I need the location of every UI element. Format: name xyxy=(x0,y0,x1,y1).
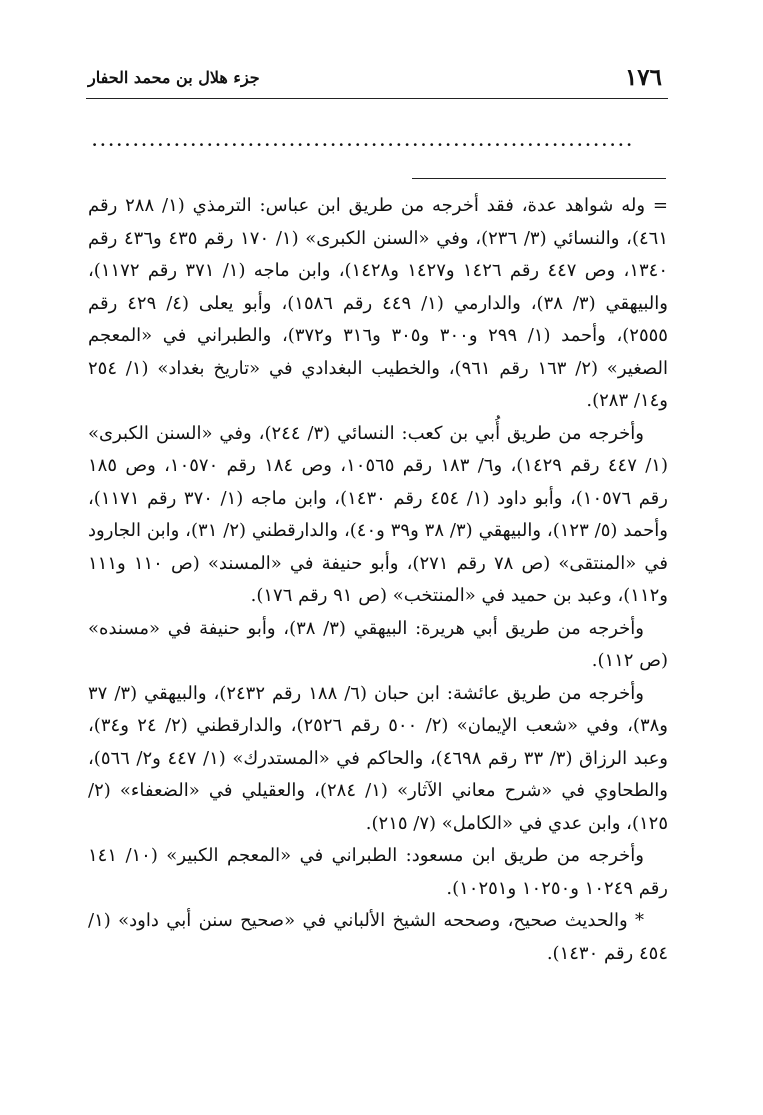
footnote-separator xyxy=(412,178,666,179)
page-header xyxy=(86,62,668,99)
omitted-text-dots: .................................................................. xyxy=(92,132,635,150)
footnote-paragraph-ibn-abbas: = وله شواهد عدة، فقد أخرجه من طريق ابن عباس: الترمذي (١/ ٢٨٨ رقم ٤٦١)، والنسائي (٣/ ٢٣٦)، وفي «السنن الكبرى» (١/ ١٧٠ رقم ٤٣٥ و٤٣٦ رقم ١٣٤٠، وص ٤٤٧ رقم ١٤٢٦ و١٤٢٧ و١٤٢٨)، وابن ماجه (١/ ٣٧١ رقم ١١٧٢)، والبيهقي (٣/ ٣٨)، والدارمي (١/ ٤٤٩ رقم ١٥٨٦)، وأبو يعلى (٤/ ٤٢٩ رقم ٢٥٥٥)، وأحمد (١/ ٢٩٩ و٣٠٠ و٣٠٥ و٣١٦ و٣٧٢)، والطبراني في «المعجم الصغير» (٢/ ١٦٣ رقم ٩٦١)، والخطيب البغدادي في «تاريخ بغداد» (١/ ٢٥٤ و١٤/ ٢٨٣). xyxy=(88,195,668,411)
footnotes-block xyxy=(88,190,668,970)
footnote-paragraph-grading: * والحديث صحيح، وصححه الشيخ الألباني في «صحيح سنن أبي داود» (١/ ٤٥٤ رقم ١٤٣٠). xyxy=(88,910,668,964)
footnote-paragraph-aisha: وأخرجه من طريق عائشة: ابن حبان (٦/ ١٨٨ رقم ٢٤٣٢)، والبيهقي (٣/ ٣٧ و٣٨)، وفي «شعب الإيمان» (٢/ ٥٠٠ رقم ٢٥٢٦)، والدارقطني (٢/ ٢٤ و٣٤)، وعبد الرزاق (٣/ ٣٣ رقم ٤٦٩٨)، والحاكم في «المستدرك» (١/ ٤٤٧ و٢/ ٥٦٦)، والطحاوي في «شرح معاني الآثار» (١/ ٢٨٤)، والعقيلي في «الضعفاء» (٢/ ١٢٥)، وابن عدي في «الكامل» (٧/ ٢١٥). xyxy=(88,682,668,834)
footnote-paragraph-abu-hurayra: وأخرجه من طريق أبي هريرة: البيهقي (٣/ ٣٨)، وأبو حنيفة في «مسنده» (ص ١١٢). xyxy=(88,617,668,671)
running-title: جزء هلال بن محمد الحفار xyxy=(88,68,260,87)
page-number: ١٧٦ xyxy=(624,64,662,91)
footnote-paragraph-ubayy: وأخرجه من طريق أُبي بن كعب: النسائي (٣/ ٢٤٤)، وفي «السنن الكبرى» (١/ ٤٤٧ رقم ١٤٢٩)، و٦/ ١٨٣ رقم ١٠٥٦٥، وص ١٨٤ رقم ١٠٥٧٠، وص ١٨٥ رقم ١٠٥٧٦)، وأبو داود (١/ ٤٥٤ رقم ١٤٣٠)، وابن ماجه (١/ ٣٧٠ رقم ١١٧١)، وأحمد (٥/ ١٢٣)، والبيهقي (٣/ ٣٨ و٣٩ و٤٠)، والدارقطني (٢/ ٣١)، وابن الجارود في «المنتقى» (ص ٧٨ رقم ٢٧١)، وأبو حنيفة في «المسند» (ص ١١٠ و١١١ و١١٢)، وعبد بن حميد في «المنتخب» (ص ٩١ رقم ١٧٦). xyxy=(88,422,668,606)
footnote-paragraph-ibn-masud: وأخرجه من طريق ابن مسعود: الطبراني في «المعجم الكبير» (١٠/ ١٤١ رقم ١٠٢٤٩ و١٠٢٥٠ و١٠٢٥١). xyxy=(88,845,668,899)
